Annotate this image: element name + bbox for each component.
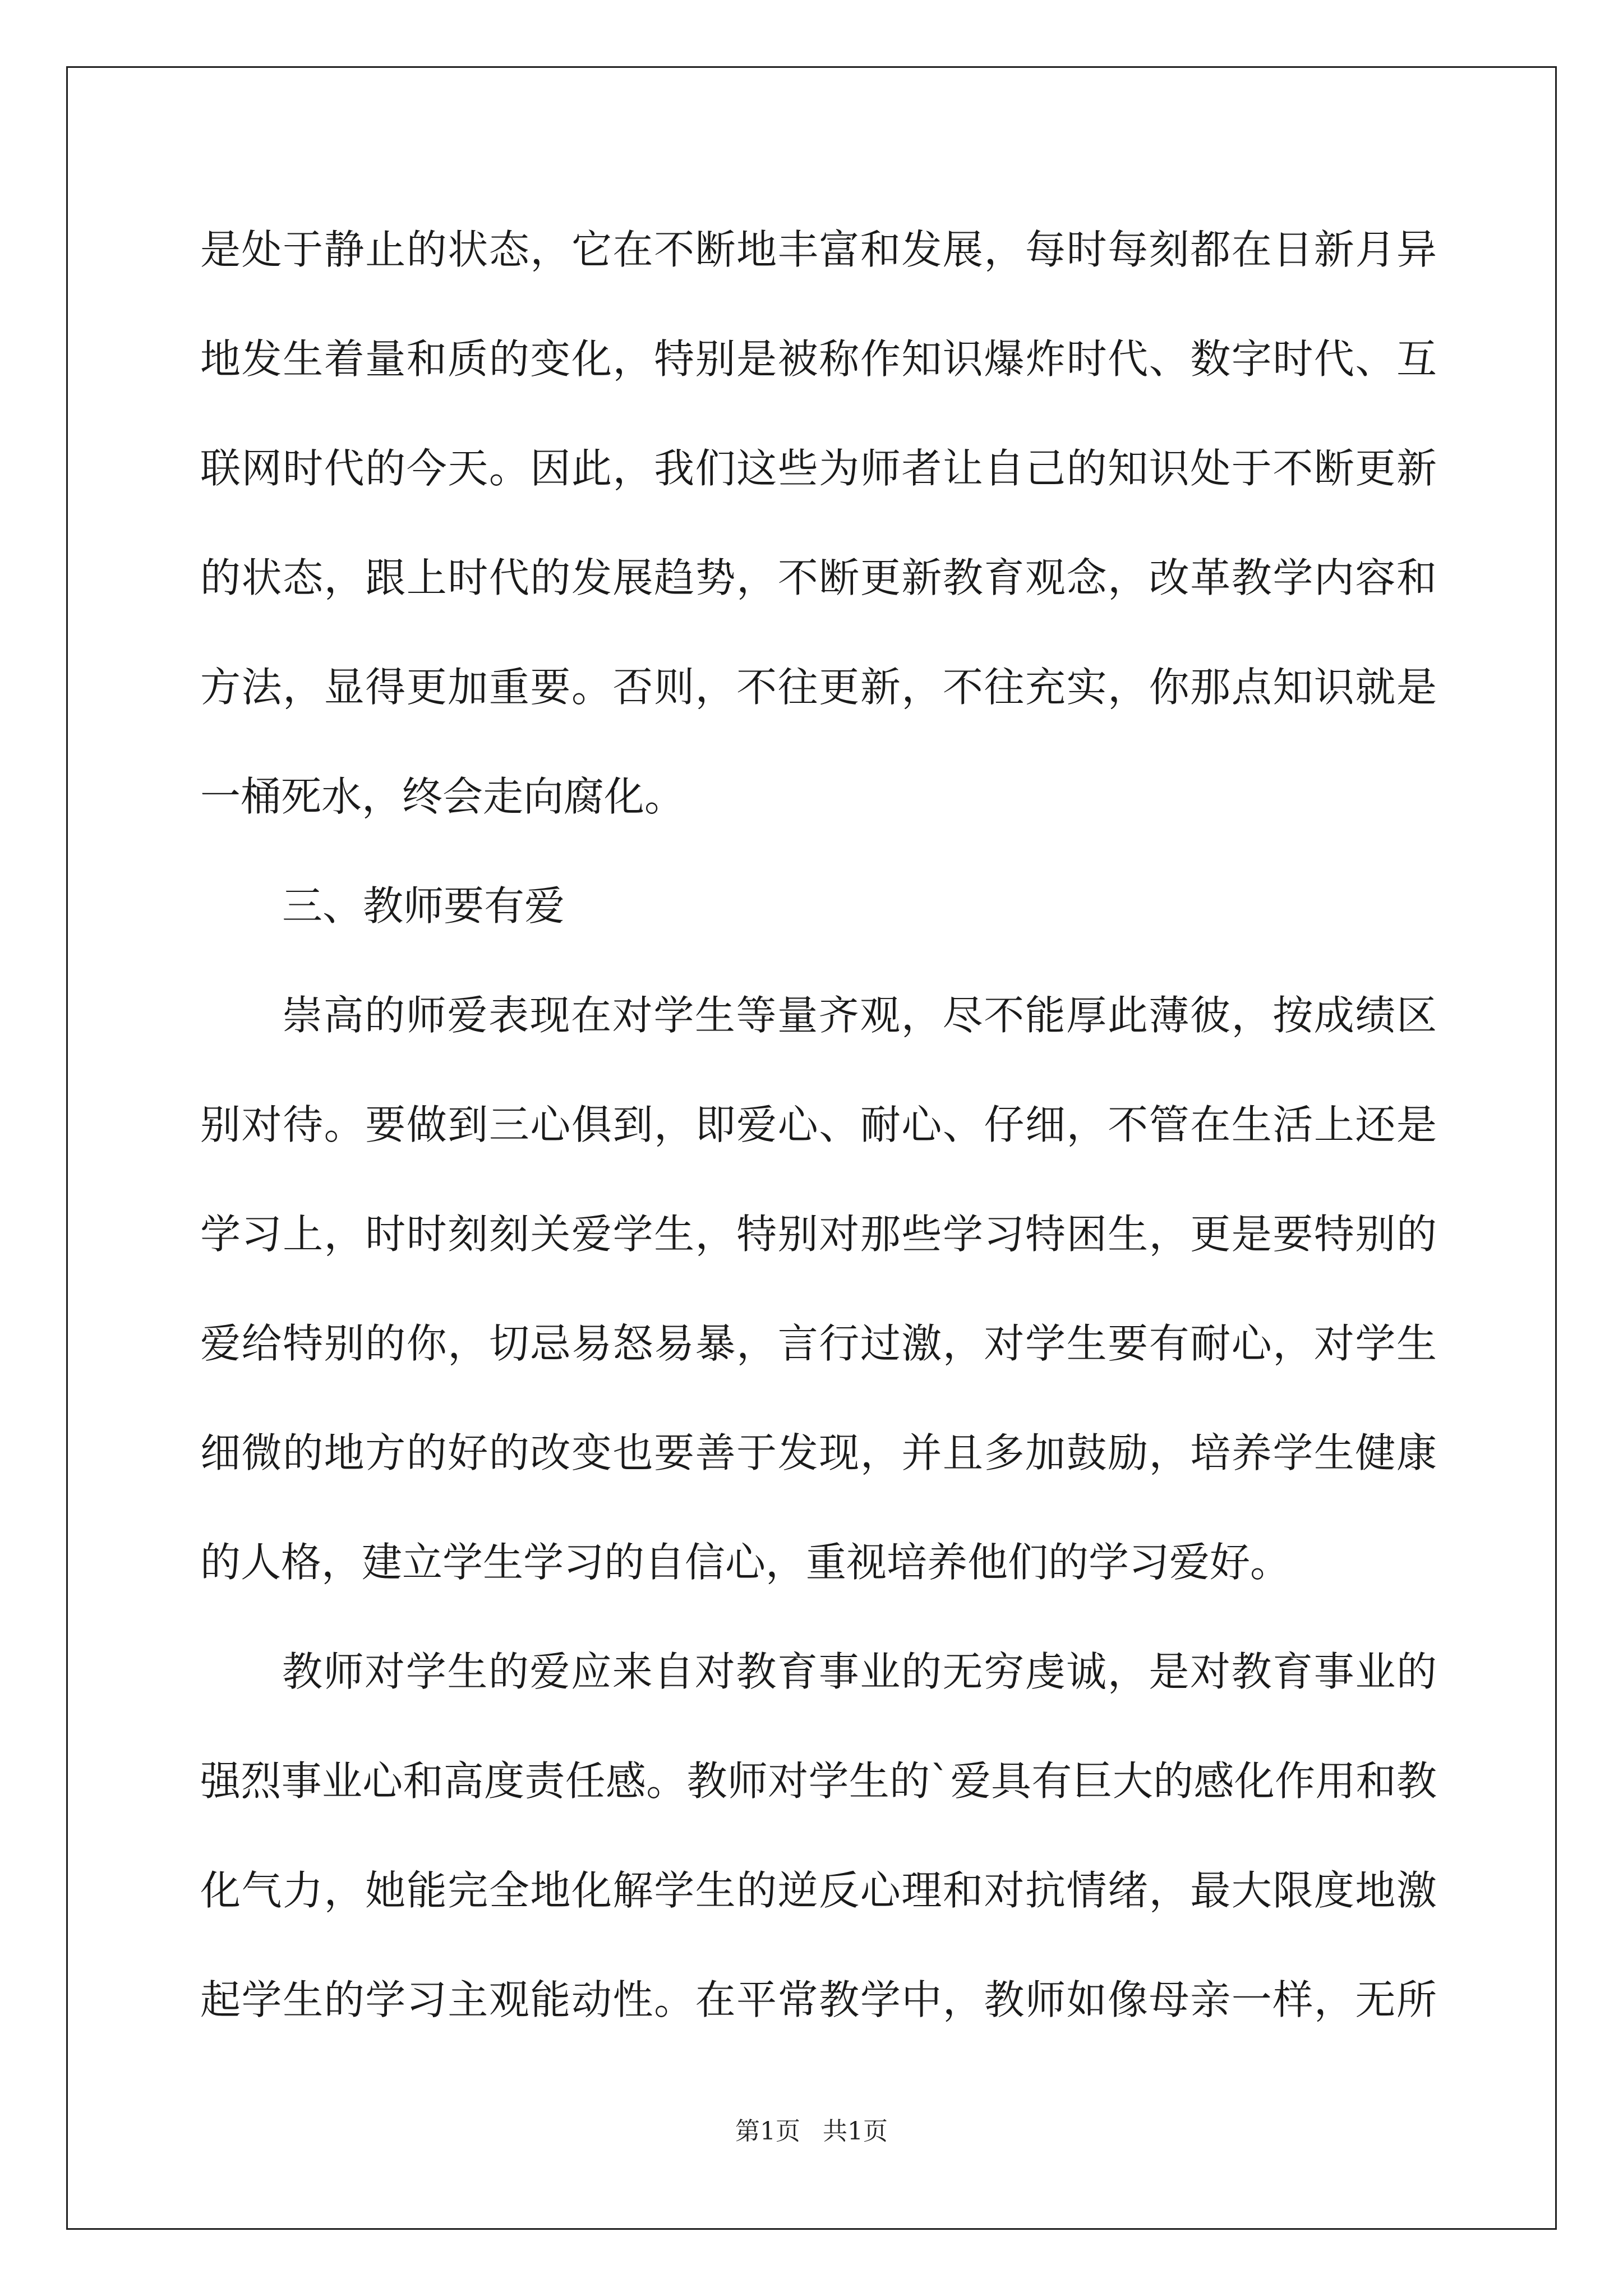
text-line: 的人格，建立学生学习的自信心，重视培养他们的学习爱好。	[200, 1539, 1291, 1586]
text-line: 强烈事业心和高度责任感。教师对学生的`爱具有巨大的感化作用和教	[200, 1757, 1437, 1805]
text-line: 地发生着量和质的变化，特别是被称作知识爆炸时代、数字时代、互	[200, 335, 1437, 383]
text-line: 起学生的学习主观能动性。在平常教学中，教师如像母亲一样，无所	[200, 1976, 1437, 2023]
text-line: 化气力，她能完全地化解学生的逆反心理和对抗情绪，最大限度地激	[200, 1867, 1437, 1914]
text-line: 爱给特别的你，切忌易怒易暴，言行过激，对学生要有耐心，对学生	[200, 1320, 1437, 1367]
text-line: 别对待。要做到三心俱到，即爱心、耐心、仔细，不管在生活上还是	[200, 1101, 1437, 1148]
text-line: 细微的地方的好的改变也要善于发现，并且多加鼓励，培养学生健康	[200, 1429, 1437, 1476]
text-line: 崇高的师爱表现在对学生等量齐观，尽不能厚此薄彼，按成绩区	[282, 992, 1437, 1039]
text-line: 联网时代的今天。因此，我们这些为师者让自己的知识处于不断更新	[200, 445, 1437, 492]
text-line: 一桶死水，终会走向腐化。	[200, 773, 685, 820]
document-body	[200, 208, 1437, 2067]
text-line: 的状态，跟上时代的发展趋势，不断更新教育观念，改革教学内容和	[200, 554, 1437, 601]
text-line: 是处于静止的状态，它在不断地丰富和发展，每时每刻都在日新月异	[200, 226, 1437, 273]
text-line: 学习上，时时刻刻关爱学生，特别对那些学习特困生，更是要特别的	[200, 1211, 1437, 1258]
text-line: 教师对学生的爱应来自对教育事业的无穷虔诚，是对教育事业的	[282, 1648, 1437, 1695]
text-line: 方法，显得更加重要。否则，不往更新，不往充实，你那点知识就是	[200, 664, 1437, 711]
page-footer	[0, 2115, 1623, 2148]
section-heading: 三、教师要有爱	[282, 882, 565, 930]
page-total: 共1页	[823, 2117, 888, 2146]
page-number: 第1页	[735, 2117, 800, 2146]
